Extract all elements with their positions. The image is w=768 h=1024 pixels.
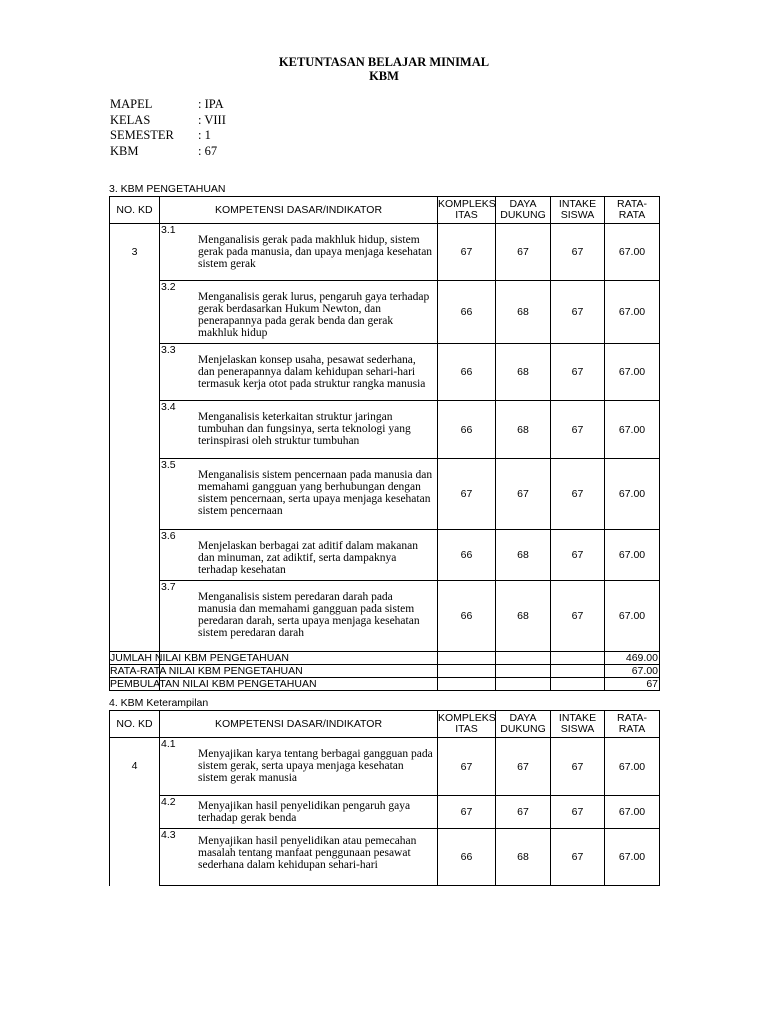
summary-empty <box>496 678 551 691</box>
header-rata-line2: RATA <box>618 723 646 735</box>
kd-number-empty <box>110 581 160 652</box>
header-daya-line2: DUKUNG <box>500 209 546 221</box>
header-rata-rata <box>605 197 660 224</box>
daya-dukung-value: 68 <box>496 401 551 459</box>
table-header-row <box>110 197 660 224</box>
kompleksitas-value: 66 <box>438 281 496 344</box>
kbm-keterampilan-table <box>109 710 660 886</box>
intake-value: 67 <box>551 401 605 459</box>
intake-value: 67 <box>551 344 605 401</box>
header-intake-siswa <box>551 197 605 224</box>
indicator-number: 3.3 <box>161 344 176 356</box>
table-row <box>110 530 660 581</box>
header-daya-line2: DUKUNG <box>500 723 546 735</box>
daya-dukung-value: 67 <box>496 459 551 530</box>
daya-dukung-value: 68 <box>496 581 551 652</box>
kbm-pengetahuan-table <box>109 196 660 691</box>
kompleksitas-value: 66 <box>438 344 496 401</box>
rata-rata-value: 67.00 <box>605 796 660 829</box>
kompleksitas-value: 66 <box>438 829 496 886</box>
indicator-number: 4.3 <box>161 829 176 841</box>
intake-value: 67 <box>551 459 605 530</box>
header-daya-dukung <box>496 711 551 738</box>
document-title: KETUNTASAN BELAJAR MINIMAL <box>278 55 490 69</box>
table-row <box>110 281 660 344</box>
header-intake-siswa <box>551 711 605 738</box>
table-row <box>110 738 660 796</box>
summary-empty <box>438 652 496 665</box>
header-intake-line1: INTAKE <box>558 712 597 724</box>
indicator-text: Menjelaskan berbagai zat aditif dalam makanan dan minuman, zat adiktif, serta dampaknya terhadap kesehatan <box>198 540 418 576</box>
meta-label-mapel: MAPEL <box>110 97 153 111</box>
table-row <box>110 401 660 459</box>
header-no-kd: NO. KD <box>110 711 160 738</box>
indicator-number: 3.4 <box>161 401 176 413</box>
header-kd: KOMPETENSI DASAR/INDIKATOR <box>160 197 438 224</box>
meta-values <box>198 97 226 159</box>
rata-rata-value: 67.00 <box>605 459 660 530</box>
indicator-text: Menganalisis gerak pada makhluk hidup, sistem gerak pada manusia, dan upaya menjaga kesehatan sistem gerak <box>198 234 433 270</box>
kd-description-cell <box>160 581 438 652</box>
summary-row-rata <box>110 665 660 678</box>
summary-label: PEMBULATAN NILAI KBM PENGETAHUAN <box>110 678 317 690</box>
intake-value: 67 <box>551 281 605 344</box>
header-kompleksitas-line1: KOMPLEKS <box>438 712 496 724</box>
kd-description-cell <box>160 796 438 829</box>
kd-number-empty <box>110 829 160 886</box>
rata-rata-value: 67.00 <box>605 530 660 581</box>
indicator-text: Menjelaskan konsep usaha, pesawat sederhana, dan penerapannya dalam kehidupan sehari-hari termasuk kerja otot pada struktur rangka manusia <box>198 354 426 390</box>
header-kompleksitas-line2: ITAS <box>455 723 478 735</box>
header-rata-rata <box>605 711 660 738</box>
indicator-number: 3.1 <box>161 224 176 236</box>
indicator-text: Menganalisis gerak lurus, pengaruh gaya terhadap gerak berdasarkan Hukum Newton, dan penerapannya pada gerak benda dan gerak makhluk hidup <box>198 291 430 339</box>
rata-rata-value: 67.00 <box>605 829 660 886</box>
intake-value: 67 <box>551 224 605 281</box>
daya-dukung-value: 68 <box>496 530 551 581</box>
header-daya-dukung <box>496 197 551 224</box>
header-daya-line1: DAYA <box>509 712 537 724</box>
header-rata-line1: RATA- <box>617 198 647 210</box>
header-no-kd: NO. KD <box>110 197 160 224</box>
indicator-text: Menganalisis sistem peredaran darah pada manusia dan memahami gangguan pada sistem peredaran darah, serta upaya menjaga kesehatan sistem peredaran darah <box>198 591 420 639</box>
summary-empty <box>551 652 605 665</box>
kd-number-empty <box>110 459 160 530</box>
table-row <box>110 581 660 652</box>
indicator-number: 4.1 <box>161 738 176 750</box>
section-title-pengetahuan: 3. KBM PENGETAHUAN <box>109 183 226 195</box>
header-rata-line2: RATA <box>618 209 646 221</box>
kd-description-cell <box>160 344 438 401</box>
kd-number-empty <box>110 344 160 401</box>
kompleksitas-value: 67 <box>438 459 496 530</box>
rata-rata-value: 67.00 <box>605 581 660 652</box>
summary-row-jumlah <box>110 652 660 665</box>
summary-row-pembulatan <box>110 678 660 691</box>
summary-label: RATA-RATA NILAI KBM PENGETAHUAN <box>110 665 303 677</box>
kd-number-empty <box>110 281 160 344</box>
summary-empty <box>438 665 496 678</box>
summary-empty <box>551 665 605 678</box>
daya-dukung-value: 67 <box>496 738 551 796</box>
rata-rata-value: 67.00 <box>605 738 660 796</box>
kd-description-cell <box>160 459 438 530</box>
meta-value-mapel: : IPA <box>198 97 224 111</box>
kompleksitas-value: 67 <box>438 224 496 281</box>
kompleksitas-value: 66 <box>438 530 496 581</box>
header-kompleksitas <box>438 197 496 224</box>
intake-value: 67 <box>551 581 605 652</box>
table-header-row <box>110 711 660 738</box>
summary-label: JUMLAH NILAI KBM PENGETAHUAN <box>110 652 289 664</box>
rata-rata-value: 67.00 <box>605 224 660 281</box>
header-kompleksitas-line1: KOMPLEKS <box>438 198 496 210</box>
header-rata-line1: RATA- <box>617 712 647 724</box>
intake-value: 67 <box>551 796 605 829</box>
header-intake-line2: SISWA <box>560 209 595 221</box>
header-kd: KOMPETENSI DASAR/INDIKATOR <box>160 711 438 738</box>
daya-dukung-value: 68 <box>496 344 551 401</box>
table-row <box>110 459 660 530</box>
section-title-keterampilan: 4. KBM Keterampilan <box>109 697 209 709</box>
kd-description-cell <box>160 281 438 344</box>
indicator-number: 3.2 <box>161 281 176 293</box>
kd-description-cell <box>160 829 438 886</box>
kompleksitas-value: 67 <box>438 738 496 796</box>
meta-value-kbm: : 67 <box>198 143 218 158</box>
summary-value: 67 <box>605 678 660 691</box>
kd-number: 4 <box>110 738 160 796</box>
table-row <box>110 344 660 401</box>
table-row <box>110 796 660 829</box>
summary-empty <box>438 678 496 691</box>
intake-value: 67 <box>551 530 605 581</box>
meta-label-kelas: KELAS <box>110 112 151 127</box>
rata-rata-value: 67.00 <box>605 281 660 344</box>
daya-dukung-value: 67 <box>496 796 551 829</box>
indicator-text: Menyajikan hasil penyelidikan pengaruh gaya terhadap gerak benda <box>198 800 411 824</box>
kd-number-empty <box>110 401 160 459</box>
meta-label-kbm: KBM <box>110 143 139 158</box>
kompleksitas-value: 66 <box>438 401 496 459</box>
daya-dukung-value: 67 <box>496 224 551 281</box>
meta-labels <box>110 97 174 159</box>
kd-description-cell <box>160 738 438 796</box>
summary-label-cell <box>110 678 317 691</box>
indicator-text: Menyajikan karya tentang berbagai gangguan pada sistem gerak, serta upaya menjaga kesehatan sistem gerak manusia <box>198 748 433 784</box>
daya-dukung-value: 68 <box>496 281 551 344</box>
kd-number-empty <box>110 530 160 581</box>
indicator-number: 3.6 <box>161 530 176 542</box>
kd-description-cell <box>160 224 438 281</box>
kd-description-cell <box>160 401 438 459</box>
intake-value: 67 <box>551 829 605 886</box>
meta-value-semester: : 1 <box>198 128 211 142</box>
meta-label-semester: SEMESTER <box>110 128 174 142</box>
meta-value-kelas: : VIII <box>198 112 226 127</box>
indicator-text: Menyajikan hasil penyelidikan atau pemecahan masalah tentang manfaat penggunaan pesawat sederhana dalam kehidupan sehari-hari <box>198 835 417 871</box>
table-row <box>110 829 660 886</box>
header-kompleksitas-line2: ITAS <box>455 209 478 221</box>
summary-value: 67.00 <box>605 665 660 678</box>
daya-dukung-value: 68 <box>496 829 551 886</box>
table-row <box>110 224 660 281</box>
kd-number-empty <box>110 796 160 829</box>
kompleksitas-value: 67 <box>438 796 496 829</box>
summary-label-cell <box>110 665 303 678</box>
intake-value: 67 <box>551 738 605 796</box>
header-kompleksitas <box>438 711 496 738</box>
indicator-text: Menganalisis keterkaitan struktur jaringan tumbuhan dan fungsinya, serta teknologi yang terinspirasi oleh struktur tumbuhan <box>198 411 411 447</box>
summary-empty <box>496 652 551 665</box>
rata-rata-value: 67.00 <box>605 401 660 459</box>
indicator-number: 3.7 <box>161 581 176 593</box>
summary-empty <box>551 678 605 691</box>
kompleksitas-value: 66 <box>438 581 496 652</box>
header-intake-line1: INTAKE <box>558 198 597 210</box>
document-subtitle: KBM <box>369 69 399 83</box>
indicator-number: 3.5 <box>161 459 176 471</box>
indicator-number: 4.2 <box>161 796 176 808</box>
rata-rata-value: 67.00 <box>605 344 660 401</box>
indicator-text: Menganalisis sistem pencernaan pada manusia dan memahami gangguan yang berhubungan dengan sistem pencernaan, serta upaya menjaga kesehatan sistem pencernaan <box>198 469 433 517</box>
summary-value: 469.00 <box>605 652 660 665</box>
header-daya-line1: DAYA <box>509 198 537 210</box>
summary-empty <box>496 665 551 678</box>
header-intake-line2: SISWA <box>560 723 595 735</box>
kd-number: 3 <box>110 224 160 281</box>
summary-label-cell <box>110 652 289 665</box>
kd-description-cell <box>160 530 438 581</box>
